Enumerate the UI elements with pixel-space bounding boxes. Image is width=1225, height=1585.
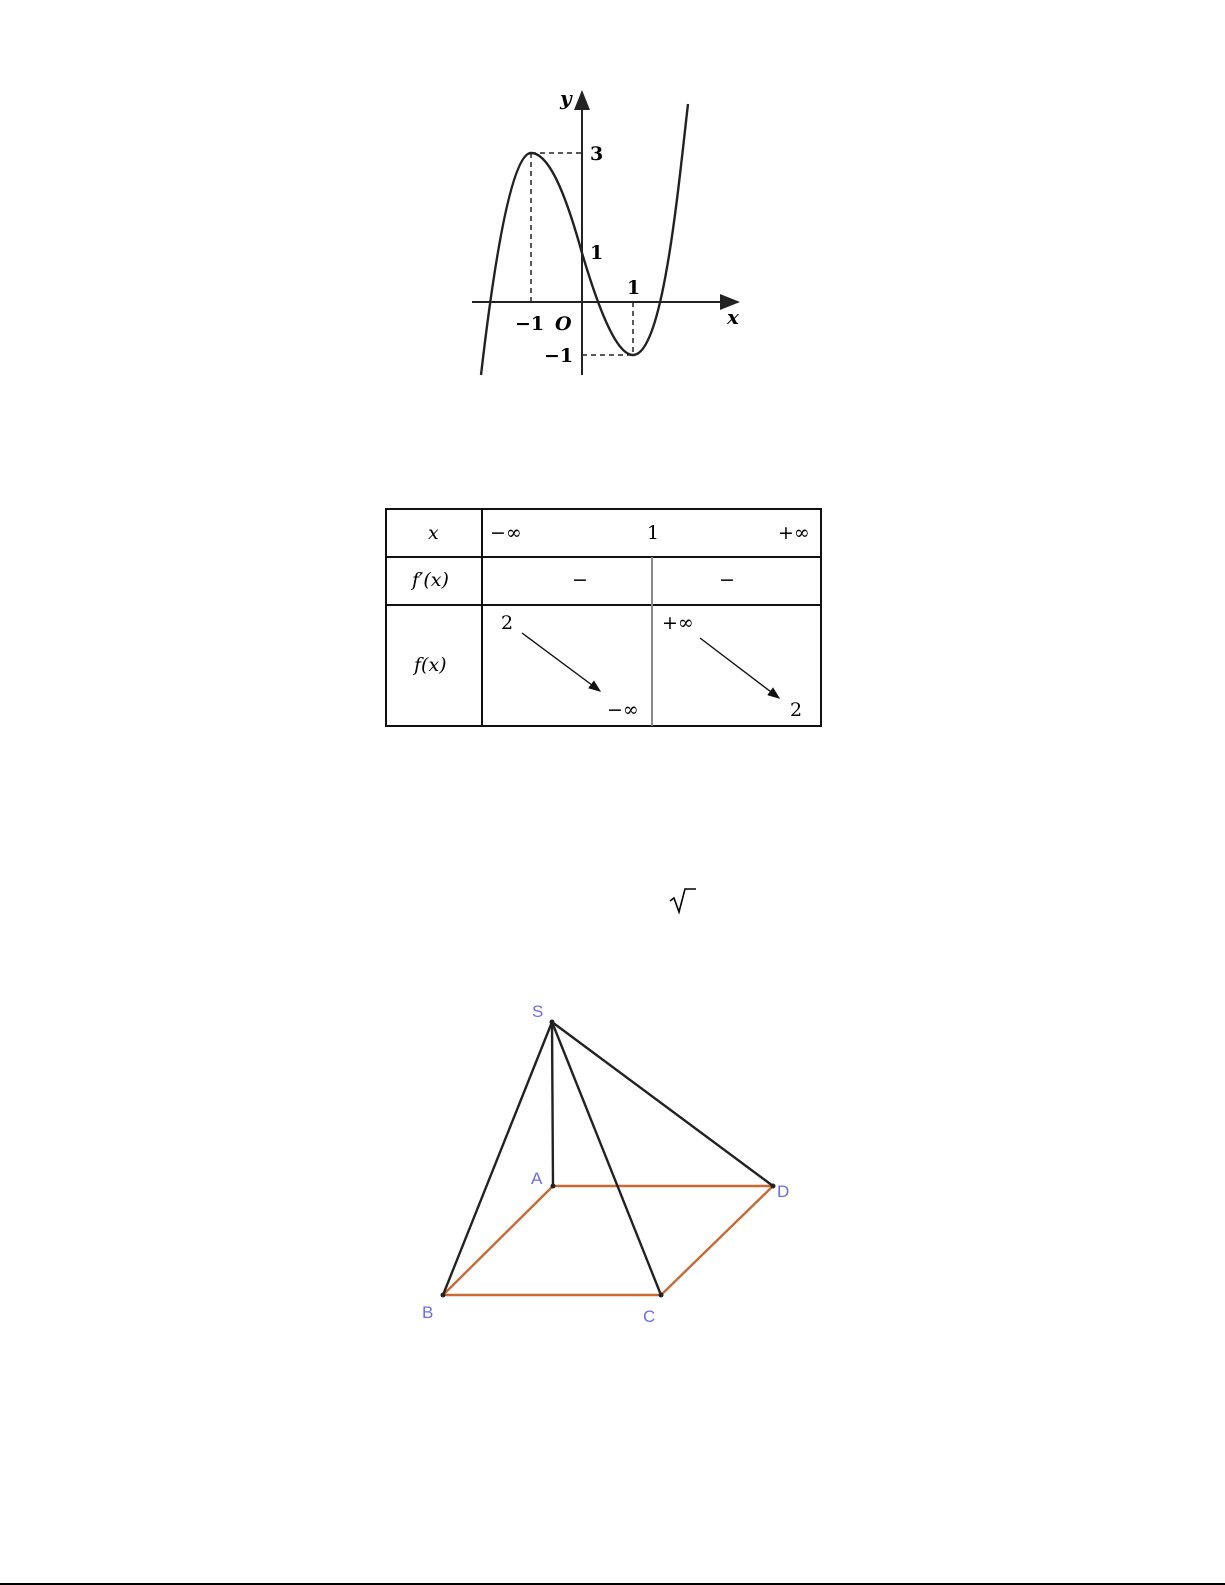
- vertex-points: [441, 1020, 776, 1298]
- decrease-arrow-right: [700, 638, 779, 698]
- y-axis-label: y: [560, 86, 572, 110]
- x-value-neg-infinity: −∞: [490, 522, 522, 544]
- tick-label-y-neg1: −1: [544, 345, 574, 367]
- origin-label: O: [555, 313, 572, 335]
- vertex-label-s: S: [532, 1002, 544, 1021]
- tick-label-y-1: 1: [590, 242, 604, 264]
- derivative-sign-left: −: [572, 569, 588, 591]
- lateral-edges: [443, 1022, 773, 1295]
- f-value-right-end: 2: [790, 699, 803, 721]
- x-value-pos-infinity: +∞: [778, 522, 810, 544]
- decrease-arrow-left: [522, 633, 600, 691]
- variation-table-grid: [385, 508, 822, 727]
- row-header-x: x: [428, 522, 439, 544]
- cubic-curve: [481, 104, 688, 375]
- vertex-label-d: D: [777, 1182, 790, 1201]
- function-graph: [460, 80, 760, 380]
- f-value-left-end: −∞: [607, 699, 639, 721]
- derivative-sign-right: −: [719, 569, 735, 591]
- vertex-label-b: B: [422, 1303, 434, 1322]
- square-root-symbol: [668, 884, 700, 916]
- tick-label-x-neg1: −1: [515, 313, 545, 335]
- variation-table: [385, 508, 822, 727]
- vertex-label-a: A: [531, 1169, 543, 1188]
- row-header-derivative: f′(x): [412, 569, 449, 591]
- pyramid-figure: [410, 995, 810, 1330]
- x-value-one: 1: [647, 522, 660, 544]
- tick-label-x-pos1: 1: [627, 277, 641, 299]
- f-value-left-start: 2: [501, 612, 514, 634]
- row-header-function: f(x): [414, 654, 447, 676]
- base-edges: [443, 1186, 773, 1295]
- f-value-right-start: +∞: [662, 612, 694, 634]
- vertex-label-c: C: [643, 1307, 656, 1326]
- x-axis-label: x: [727, 305, 739, 329]
- tick-label-y-3: 3: [590, 143, 604, 165]
